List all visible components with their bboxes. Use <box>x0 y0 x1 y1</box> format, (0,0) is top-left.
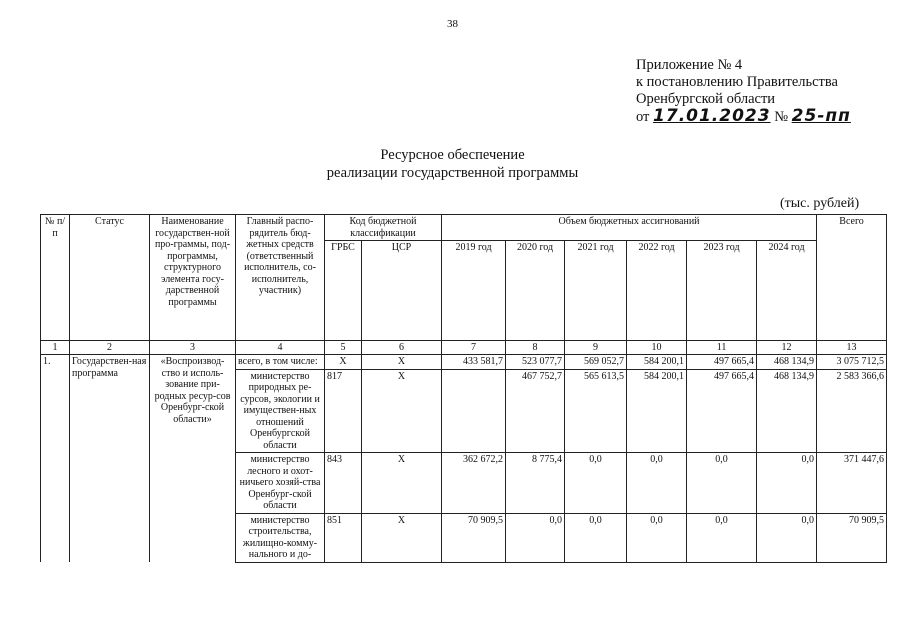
row-2022: 584 200,1 <box>627 355 687 370</box>
units-label: (тыс. рублей) <box>780 196 860 211</box>
column-number: 12 <box>757 341 817 355</box>
header-2021: 2021 год <box>565 241 627 341</box>
row-2023: 0,0 <box>687 513 757 562</box>
page-number: 38 <box>447 18 458 30</box>
column-number: 3 <box>150 341 236 355</box>
header-2024: 2024 год <box>757 241 817 341</box>
header-status: Статус <box>70 215 150 341</box>
row-manager: министерство природных ре-сурсов, экологии и имуществен-ных отношений Оренбургской области <box>236 369 325 453</box>
column-number: 11 <box>687 341 757 355</box>
column-number: 5 <box>325 341 362 355</box>
row-csr: Х <box>362 453 442 514</box>
row-2021: 565 613,5 <box>565 369 627 453</box>
header-total: Всего <box>817 215 887 341</box>
header-manager: Главный распо-рядитель бюд-жетных средств (ответственный исполнитель, со-исполнитель, участник) <box>236 215 325 341</box>
program-num: 1. <box>41 355 70 563</box>
header-csr: ЦСР <box>362 241 442 341</box>
row-2021: 0,0 <box>565 513 627 562</box>
column-number: 7 <box>442 341 506 355</box>
row-2020: 8 775,4 <box>506 453 565 514</box>
row-2021: 569 052,7 <box>565 355 627 370</box>
row-2020: 467 752,7 <box>506 369 565 453</box>
appendix-line-1: Приложение № 4 <box>636 57 743 73</box>
from-label: от <box>636 109 650 125</box>
row-manager: министерство лесного и охот-ничьего хозяй-ства Оренбург-ской области <box>236 453 325 514</box>
column-number-row <box>41 341 887 355</box>
header-row-1 <box>41 215 887 241</box>
header-2020: 2020 год <box>506 241 565 341</box>
column-number: 8 <box>506 341 565 355</box>
column-number: 10 <box>627 341 687 355</box>
appendix-line-2: к постановлению Правительства <box>636 74 838 90</box>
row-2022: 584 200,1 <box>627 369 687 453</box>
program-name: «Воспроизвод-ство и исполь-зование при-родных ресур-сов Оренбург-ской области» <box>150 355 236 563</box>
row-grbs: 843 <box>325 453 362 514</box>
number-label: № <box>774 109 789 125</box>
row-csr: Х <box>362 513 442 562</box>
appendix-block <box>636 57 851 126</box>
header-2023: 2023 год <box>687 241 757 341</box>
handwritten-date: 17.01.2023 <box>653 106 771 126</box>
row-total: 3 075 712,5 <box>817 355 887 370</box>
row-2019: 70 909,5 <box>442 513 506 562</box>
header-volume: Объем бюджетных ассигнований <box>442 215 817 241</box>
row-2022: 0,0 <box>627 513 687 562</box>
title-line-1: Ресурсное обеспечение <box>380 147 525 163</box>
appendix-line-3: Оренбургской области <box>636 91 776 107</box>
title-line-2: реализации государственной программы <box>326 165 579 181</box>
row-csr: Х <box>362 355 442 370</box>
column-number: 2 <box>70 341 150 355</box>
header-code: Код бюджетной классификации <box>325 215 442 241</box>
row-total: 70 909,5 <box>817 513 887 562</box>
column-number: 6 <box>362 341 442 355</box>
row-2023: 0,0 <box>687 453 757 514</box>
row-total: 371 447,6 <box>817 453 887 514</box>
header-2022: 2022 год <box>627 241 687 341</box>
row-2020: 0,0 <box>506 513 565 562</box>
row-2023: 497 665,4 <box>687 369 757 453</box>
column-number: 4 <box>236 341 325 355</box>
column-number: 9 <box>565 341 627 355</box>
table-row <box>41 355 887 370</box>
handwritten-number: 25-пп <box>791 106 851 126</box>
row-csr: Х <box>362 369 442 453</box>
program-status: Государствен-ная программа <box>70 355 150 563</box>
appendix-date-line <box>636 108 851 126</box>
header-num: № п/п <box>41 215 70 341</box>
row-grbs: 851 <box>325 513 362 562</box>
row-2019: 433 581,7 <box>442 355 506 370</box>
row-2022: 0,0 <box>627 453 687 514</box>
row-grbs: 817 <box>325 369 362 453</box>
row-manager: всего, в том числе: <box>236 355 325 370</box>
row-grbs: Х <box>325 355 362 370</box>
row-2020: 523 077,7 <box>506 355 565 370</box>
row-2024: 468 134,9 <box>757 369 817 453</box>
header-grbs: ГРБС <box>325 241 362 341</box>
row-manager: министерство строительства, жилищно-комму-нального и до- <box>236 513 325 562</box>
row-2019: 362 672,2 <box>442 453 506 514</box>
row-2024: 0,0 <box>757 453 817 514</box>
document-title <box>0 146 905 182</box>
row-2023: 497 665,4 <box>687 355 757 370</box>
row-2019 <box>442 369 506 453</box>
row-total: 2 583 366,6 <box>817 369 887 453</box>
header-name: Наименование государствен-ной про-граммы, под-программы, структурного элемента госу-дарственной программы <box>150 215 236 341</box>
budget-table <box>40 214 887 563</box>
column-number: 13 <box>817 341 887 355</box>
row-2024: 0,0 <box>757 513 817 562</box>
column-number: 1 <box>41 341 70 355</box>
header-2019: 2019 год <box>442 241 506 341</box>
row-2021: 0,0 <box>565 453 627 514</box>
row-2024: 468 134,9 <box>757 355 817 370</box>
